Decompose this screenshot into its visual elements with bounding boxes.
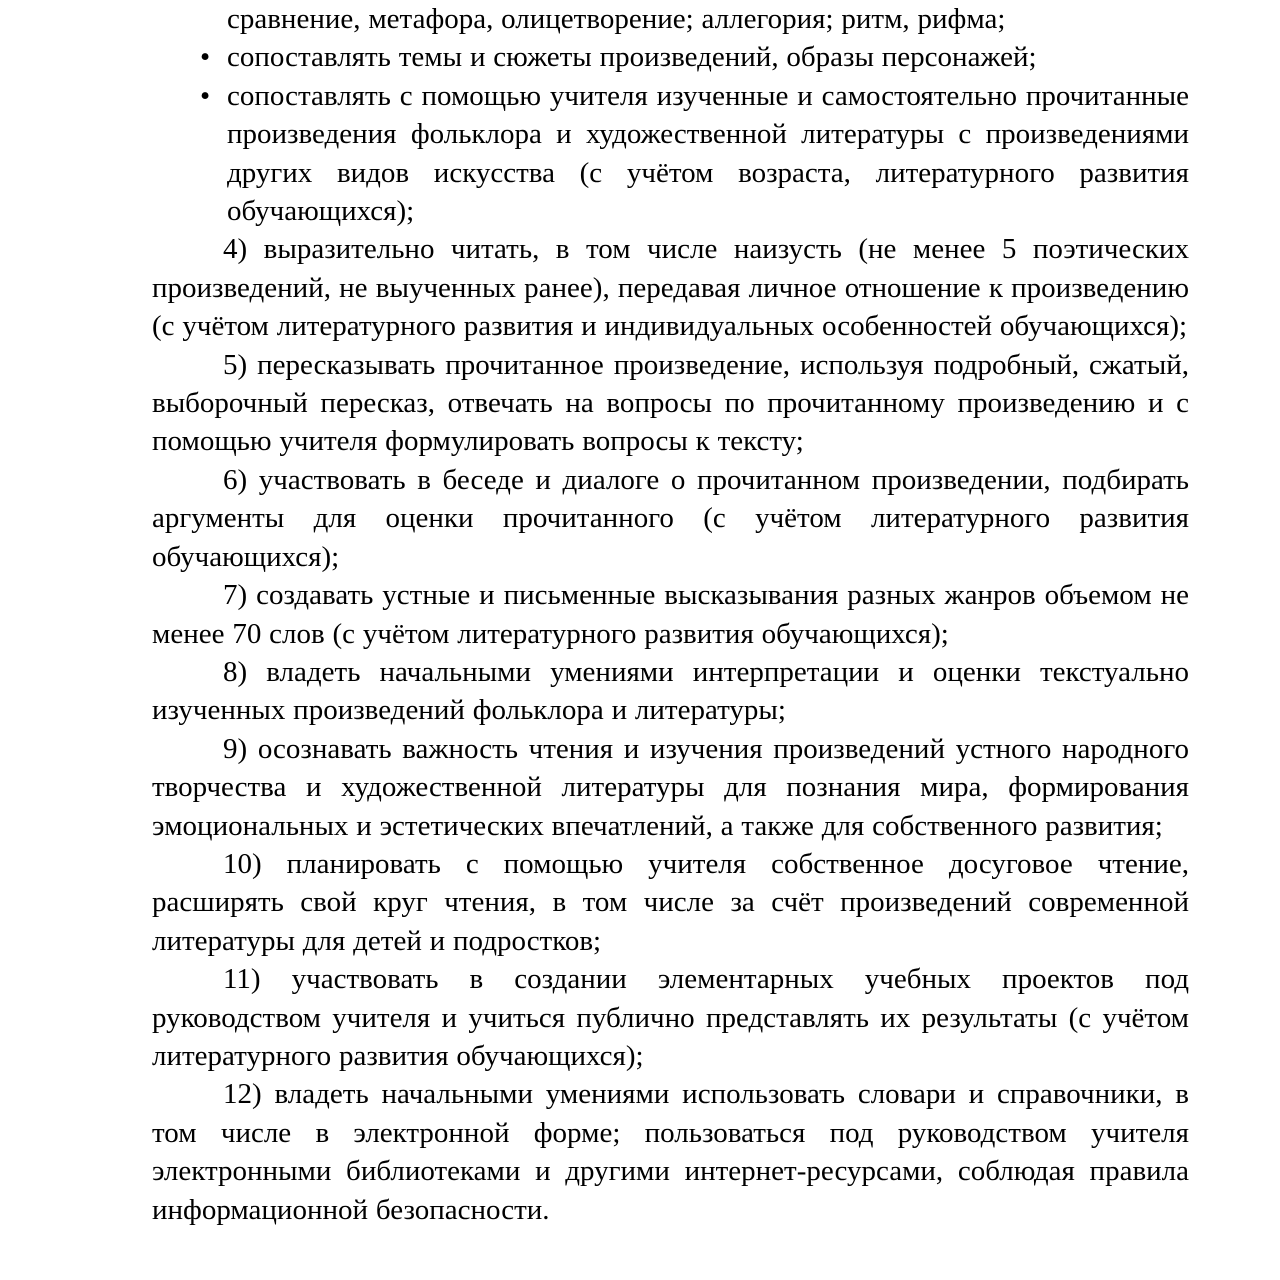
bullet-icon: • [200,79,211,112]
numbered-paragraph-6 [152,461,1189,576]
paragraph-number: 7) [223,579,248,612]
document-text-block [152,0,1189,1229]
bullet-item [152,77,1189,231]
numbered-paragraph-8 [152,653,1189,730]
numbered-paragraph-10 [152,845,1189,960]
paragraph-number: 11) [223,963,261,996]
numbered-paragraph-4 [152,230,1189,345]
bullet-continuation-text: сравнение, метафора, олицетворение; аллегория; ритм, рифма; [227,3,1006,35]
paragraph-text: участвовать в беседе и диалоге о прочитанном произведении, подбирать аргументы для оценки прочитанного (с учётом литературного развития обучающихся); [152,463,1189,573]
bullet-item-text: сопоставлять с помощью учителя изученные и самостоятельно прочитанные произведения фольклора и художественной литературы с произведениями других видов искусства (с учётом возраста, литературного развития обучающихся); [227,79,1189,228]
numbered-paragraph-5 [152,346,1189,461]
paragraph-number: 8) [223,655,248,688]
paragraph-number: 5) [223,348,248,381]
numbered-paragraph-12 [152,1075,1189,1229]
paragraph-text: владеть начальными умениями использовать словари и справочники, в том числе в электронной форме; пользоваться под руководством учителя электронными библиотеками и другими интернет-ресурсами, соблюдая правила информационной безопасности. [152,1078,1189,1226]
bullet-icon: • [200,41,211,74]
paragraph-number: 9) [223,732,248,765]
paragraph-number: 10) [223,847,262,880]
paragraph-text: пересказывать прочитанное произведение, используя подробный, сжатый, выборочный пересказ, отвечать на вопросы по прочитанному произведению и с помощью учителя формулировать вопросы к тексту; [152,348,1189,458]
numbered-paragraph-9 [152,730,1189,845]
paragraph-text: планировать с помощью учителя собственное досуговое чтение, расширять свой круг чтения, в том числе за счёт произведений современной литературы для детей и подростков; [152,847,1189,957]
paragraph-text: создавать устные и письменные высказывания разных жанров объемом не менее 70 слов (с учётом литературного развития обучающихся); [152,579,1189,650]
paragraph-number: 6) [223,463,248,496]
paragraph-text: участвовать в создании элементарных учебных проектов под руководством учителя и учиться публично представлять их результаты (с учётом литературного развития обучающихся); [152,963,1189,1072]
paragraph-text: выразительно читать, в том числе наизусть (не менее 5 поэтических произведений, не выученных ранее), передавая личное отношение к произведению (с учётом литературного развития и индивидуальных особенностей обучающихся); [152,233,1189,343]
numbered-paragraph-7 [152,576,1189,653]
bullet-item [152,38,1189,76]
bullet-item-text: сопоставлять темы и сюжеты произведений, образы персонажей; [227,41,1037,74]
numbered-paragraph-11 [152,960,1189,1075]
paragraph-text: осознавать важность чтения и изучения произведений устного народного творчества и художественной литературы для познания мира, формирования эмоциональных и эстетических впечатлений, а также для собственного развития; [152,732,1189,842]
paragraph-number: 4) [223,233,248,266]
bullet-continuation-line [227,0,1189,38]
paragraph-text: владеть начальными умениями интерпретации и оценки текстуально изученных произведений фольклора и литературы; [152,655,1189,727]
paragraph-number: 12) [223,1078,262,1111]
